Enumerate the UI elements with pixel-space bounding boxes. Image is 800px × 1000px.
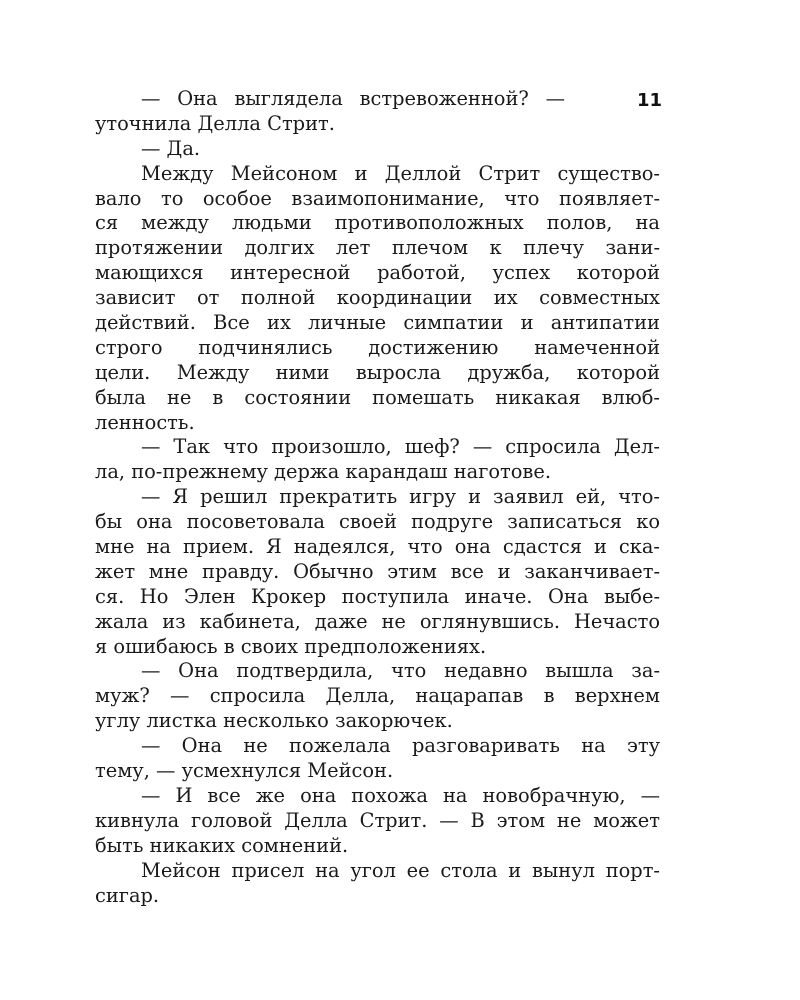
text-line: быть никаких сомнений. (95, 833, 349, 857)
text-line: углу листка несколько закорючек. (95, 709, 453, 733)
text-line: ленность. (95, 410, 195, 434)
page-body-text (95, 87, 660, 908)
text-line: сигар. (95, 883, 160, 907)
text-line: жала из кабинета, даже не оглянувшись. Нечасто (95, 609, 660, 633)
text-line: — И все же она похожа на новобрачную, — (141, 783, 660, 807)
text-line: мающихся интересной работой, успех которой (95, 261, 660, 285)
text-line: кивнула головой Делла Стрит. — В этом не может (95, 808, 660, 832)
text-line: — Она выглядела встревоженной? — (141, 87, 565, 110)
text-line: цели. Между ними выросла дружба, которой (95, 360, 660, 384)
text-line: муж? — спросила Делла, нацарапав в верхнем (95, 684, 660, 708)
text-line: уточнила Делла Стрит. (95, 111, 335, 135)
text-line: ся. Но Элен Крокер поступила иначе. Она выбе- (95, 584, 660, 608)
text-line: бы она посоветовала своей подруге записаться ко (95, 510, 660, 534)
text-line: зависит от полной координации их совместных (95, 286, 660, 310)
text-line: ла, по-прежнему держа карандаш наготове. (95, 460, 551, 484)
text-line: я ошибаюсь в своих предположениях. (95, 634, 487, 658)
text-line: была не в состоянии помешать никакая влюб- (95, 385, 660, 409)
text-line: ся между людьми противоположных полов, на (95, 211, 660, 235)
page-number: 11 (636, 90, 662, 111)
text-line: действий. Все их личные симпатии и антипатии (95, 311, 660, 335)
text-line: — Так что произошло, шеф? — спросила Дел- (141, 435, 660, 459)
text-line: жет мне правду. Обычно этим все и заканчивает- (95, 559, 660, 583)
text-line: протяжении долгих лет плечом к плечу зани- (95, 236, 660, 260)
text-line: вало то особое взаимопонимание, что появляет- (95, 186, 660, 210)
text-line: строго подчинялись достижению намеченной (95, 335, 660, 359)
text-line: мне на прием. Я надеялся, что она сдастся и ска- (95, 535, 660, 559)
text-line: Между Мейсоном и Деллой Стрит существо- (141, 161, 660, 185)
text-line: — Она подтвердила, что недавно вышла за- (141, 659, 660, 683)
text-line: тему, — усмехнулся Мейсон. (95, 759, 394, 783)
text-line: — Она не пожелала разговаривать на эту (141, 734, 660, 758)
text-line: Мейсон присел на угол ее стола и вынул порт- (141, 858, 660, 882)
text-line: — Да. (141, 136, 201, 160)
text-line: — Я решил прекратить игру и заявил ей, что- (141, 485, 660, 509)
